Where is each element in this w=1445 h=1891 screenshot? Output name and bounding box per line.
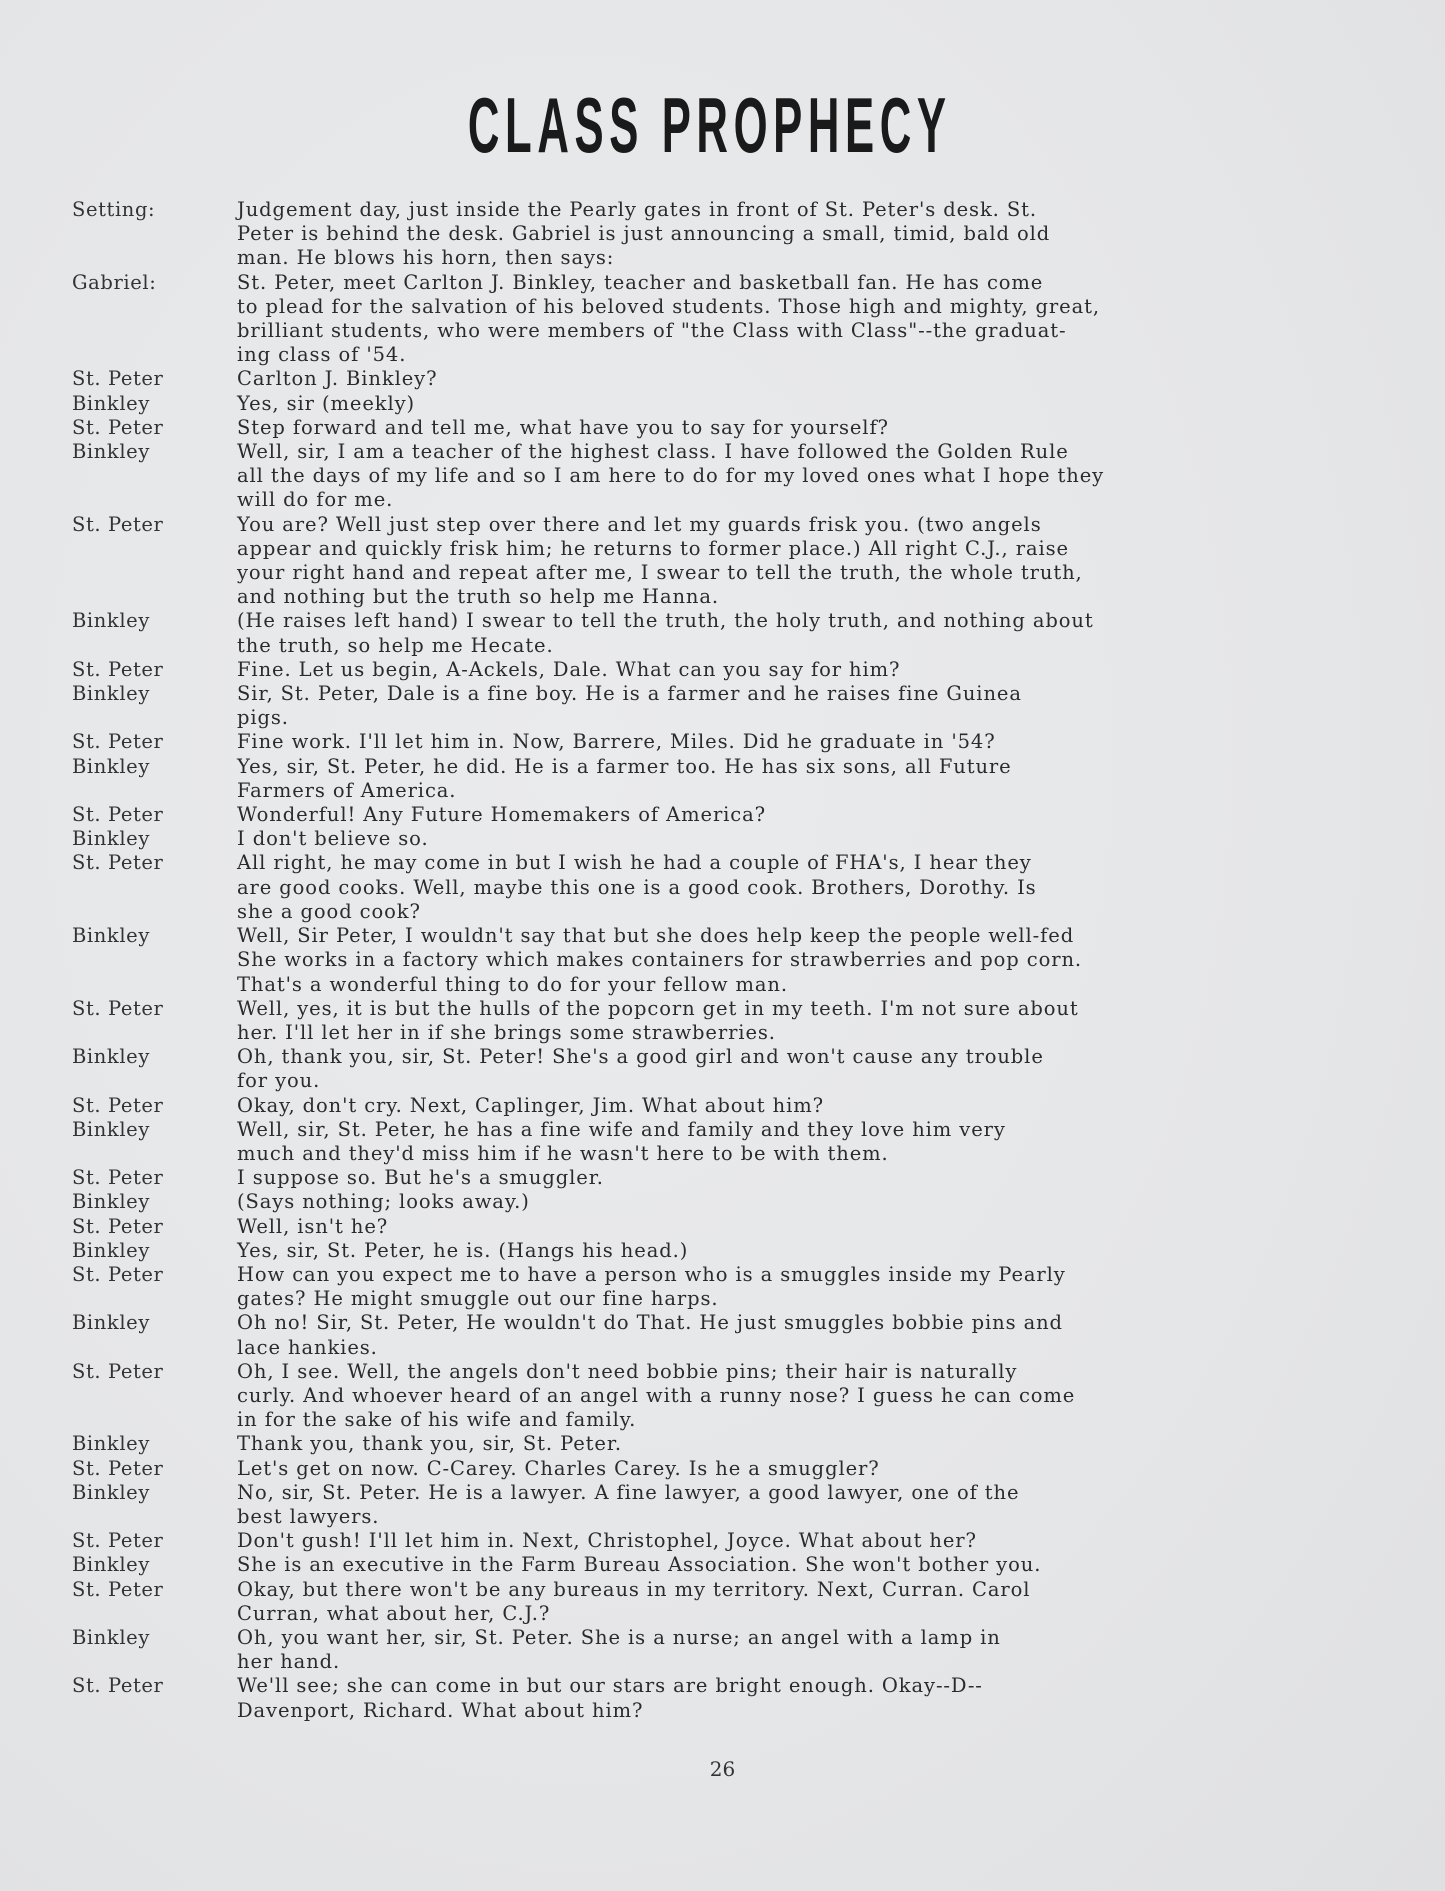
- dialogue-text: [237, 416, 1372, 440]
- dialogue-text: [237, 198, 1372, 271]
- dialogue-entry: [72, 1457, 1372, 1481]
- dialogue-text: [237, 1626, 1372, 1674]
- dialogue-line: Well, yes, it is but the hulls of the popcorn get in my teeth. I'm not sure about: [237, 996, 1079, 1020]
- dialogue-text: [237, 440, 1372, 513]
- dialogue-line: much and they'd miss him if he wasn't here to be with them.: [237, 1141, 889, 1165]
- dialogue-entry: [72, 1239, 1372, 1263]
- dialogue-entry: [72, 803, 1372, 827]
- dialogue-text: [237, 1045, 1372, 1093]
- speaker-label: St. Peter: [72, 657, 164, 681]
- speaker-label: St. Peter: [72, 1166, 164, 1190]
- dialogue-entry: [72, 1094, 1372, 1118]
- page-title: CLASS PROPHECY: [467, 81, 952, 169]
- dialogue-line: (Says nothing; looks away.): [237, 1190, 530, 1214]
- speaker-label: Binkley: [72, 1190, 150, 1214]
- speaker-label: St. Peter: [72, 1093, 164, 1117]
- dialogue-line: (He raises left hand) I swear to tell the truth, the holy truth, and nothing about: [237, 609, 1094, 633]
- dialogue-line: Okay, don't cry. Next, Caplinger, Jim. What about him?: [237, 1093, 824, 1117]
- dialogue-entry: [72, 827, 1372, 851]
- dialogue-text: [237, 1215, 1372, 1239]
- dialogue-line: gates? He might smuggle out our fine harps.: [237, 1287, 719, 1311]
- dialogue-line: pigs.: [237, 706, 289, 730]
- dialogue-line: Oh no! Sir, St. Peter, He wouldn't do That. He just smuggles bobbie pins and: [237, 1311, 1063, 1335]
- dialogue-entry: [72, 609, 1372, 657]
- dialogue-text: [237, 755, 1372, 803]
- dialogue-text: [237, 1432, 1372, 1456]
- dialogue-line: are good cooks. Well, maybe this one is a good cook. Brothers, Dorothy. Is: [237, 875, 1037, 899]
- speaker-label: St. Peter: [72, 803, 164, 827]
- dialogue-line: in for the sake of his wife and family.: [237, 1408, 637, 1432]
- dialogue-entry: [72, 658, 1372, 682]
- dialogue-text: [237, 392, 1372, 416]
- dialogue-line: Well, sir, St. Peter, he has a fine wife and family and they love him very: [237, 1117, 1006, 1141]
- dialogue-text: [237, 1481, 1372, 1529]
- speaker-label: St. Peter: [72, 512, 164, 536]
- dialogue-line: brilliant students, who were members of "the Class with Class"--the graduat-: [237, 319, 1067, 343]
- dialogue-text: [237, 1166, 1372, 1190]
- dialogue-text: [237, 682, 1372, 730]
- dialogue-text: [237, 658, 1372, 682]
- speaker-label: St. Peter: [72, 730, 164, 754]
- speaker-label: St. Peter: [72, 1262, 164, 1286]
- speaker-label: Binkley: [72, 1238, 150, 1262]
- dialogue-text: [237, 1674, 1372, 1722]
- speaker-label: St. Peter: [72, 1359, 164, 1383]
- dialogue-line: man. He blows his horn, then says:: [237, 246, 615, 270]
- dialogue-entry: [72, 1674, 1372, 1722]
- dialogue-entry: [72, 1481, 1372, 1529]
- speaker-label: Binkley: [72, 391, 150, 415]
- dialogue-entry: [72, 513, 1372, 610]
- dialogue-text: [237, 367, 1372, 391]
- dialogue-text: [237, 1118, 1372, 1166]
- dialogue-text: [237, 997, 1372, 1045]
- dialogue-line: Carlton J. Binkley?: [237, 367, 438, 391]
- dialogue-line: You are? Well just step over there and let my guards frisk you. (two angels: [237, 512, 1042, 536]
- dialogue-entry: [72, 730, 1372, 754]
- dialogue-entry: [72, 416, 1372, 440]
- dialogue-entry: [72, 1553, 1372, 1577]
- speaker-label: St. Peter: [72, 1674, 164, 1698]
- dialogue-line: Yes, sir (meekly): [237, 391, 416, 415]
- dialogue-entry: [72, 1190, 1372, 1214]
- dialogue-line: Yes, sir, St. Peter, he is. (Hangs his head.): [237, 1238, 689, 1262]
- dialogue-line: Curran, what about her, C.J.?: [237, 1601, 551, 1625]
- dialogue-text: [237, 1553, 1372, 1577]
- dialogue-entry: [72, 682, 1372, 730]
- dialogue-line: Well, isn't he?: [237, 1214, 389, 1238]
- speaker-label: Binkley: [72, 1432, 150, 1456]
- dialogue-entry: [72, 1118, 1372, 1166]
- dialogue-entry: [72, 851, 1372, 924]
- dialogue-entry: [72, 1263, 1372, 1311]
- dialogue-entry: [72, 1432, 1372, 1456]
- dialogue-text: [237, 271, 1372, 368]
- dialogue-entry: [72, 1166, 1372, 1190]
- dialogue-entry: [72, 367, 1372, 391]
- dialogue-text: [237, 1457, 1372, 1481]
- dialogue-entry: [72, 392, 1372, 416]
- dialogue-text: [237, 827, 1372, 851]
- dialogue-line: Okay, but there won't be any bureaus in my territory. Next, Curran. Carol: [237, 1577, 1031, 1601]
- dialogue-entry: [72, 1045, 1372, 1093]
- speaker-label: Binkley: [72, 682, 150, 706]
- dialogue-line: Farmers of America.: [237, 778, 457, 802]
- dialogue-entry: [72, 1578, 1372, 1626]
- dialogue-entry: [72, 1215, 1372, 1239]
- dialogue-line: to plead for the salvation of his beloved students. Those high and mighty, great,: [237, 294, 1100, 318]
- speaker-label: St. Peter: [72, 1529, 164, 1553]
- dialogue-entry: [72, 1529, 1372, 1553]
- dialogue-line: Fine work. I'll let him in. Now, Barrere, Miles. Did he graduate in '54?: [237, 730, 996, 754]
- speaker-label: St. Peter: [72, 415, 164, 439]
- dialogue-line: She works in a factory which makes containers for strawberries and pop corn.: [237, 948, 1083, 972]
- dialogue-line: lace hankies.: [237, 1335, 378, 1359]
- dialogue-line: She is an executive in the Farm Bureau Association. She won't bother you.: [237, 1553, 1042, 1577]
- dialogue-text: [237, 609, 1372, 657]
- dialogue-text: [237, 1311, 1372, 1359]
- dialogue-script: [72, 198, 1372, 1723]
- dialogue-line: That's a wonderful thing to do for your fellow man.: [237, 972, 788, 996]
- dialogue-line: Oh, I see. Well, the angels don't need bobbie pins; their hair is naturally: [237, 1359, 1018, 1383]
- dialogue-line: and nothing but the truth so help me Hanna.: [237, 585, 720, 609]
- dialogue-entry: [72, 1360, 1372, 1433]
- dialogue-line: her hand.: [237, 1650, 341, 1674]
- dialogue-line: No, sir, St. Peter. He is a lawyer. A fine lawyer, a good lawyer, one of the: [237, 1480, 1020, 1504]
- dialogue-entry: [72, 997, 1372, 1045]
- speaker-label: Binkley: [72, 827, 150, 851]
- speaker-label: St. Peter: [72, 1214, 164, 1238]
- dialogue-text: [237, 851, 1372, 924]
- speaker-label: Binkley: [72, 1311, 150, 1335]
- speaker-label: Binkley: [72, 1625, 150, 1649]
- dialogue-line: I don't believe so.: [237, 827, 429, 851]
- dialogue-entry: [72, 271, 1372, 368]
- page-number: 26: [709, 1757, 736, 1781]
- dialogue-line: Step forward and tell me, what have you to say for yourself?: [237, 415, 889, 439]
- dialogue-line: I suppose so. But he's a smuggler.: [237, 1166, 604, 1190]
- dialogue-line: How can you expect me to have a person who is a smuggles inside my Pearly: [237, 1262, 1066, 1286]
- speaker-label: St. Peter: [72, 851, 164, 875]
- dialogue-line: Yes, sir, St. Peter, he did. He is a farmer too. He has six sons, all Future: [237, 754, 1012, 778]
- dialogue-line: Oh, you want her, sir, St. Peter. She is a nurse; an angel with a lamp in: [237, 1625, 1001, 1649]
- speaker-label: Binkley: [72, 440, 150, 464]
- speaker-label: Binkley: [72, 1045, 150, 1069]
- dialogue-text: [237, 1190, 1372, 1214]
- dialogue-text: [237, 1239, 1372, 1263]
- speaker-label: Binkley: [72, 1117, 150, 1141]
- dialogue-text: [237, 1263, 1372, 1311]
- dialogue-line: Thank you, thank you, sir, St. Peter.: [237, 1432, 623, 1456]
- speaker-label: Binkley: [72, 1553, 150, 1577]
- dialogue-line: ing class of '54.: [237, 343, 407, 367]
- dialogue-line: Davenport, Richard. What about him?: [237, 1698, 644, 1722]
- dialogue-text: [237, 1360, 1372, 1433]
- dialogue-line: for you.: [237, 1069, 321, 1093]
- dialogue-line: her. I'll let her in if she brings some strawberries.: [237, 1020, 776, 1044]
- dialogue-entry: [72, 924, 1372, 997]
- dialogue-text: [237, 1529, 1372, 1553]
- dialogue-line: curly. And whoever heard of an angel with a runny nose? I guess he can come: [237, 1383, 1076, 1407]
- dialogue-line: your right hand and repeat after me, I swear to tell the truth, the whole truth,: [237, 561, 1083, 585]
- dialogue-entry: [72, 755, 1372, 803]
- dialogue-entry: [72, 1311, 1372, 1359]
- speaker-label: St. Peter: [72, 996, 164, 1020]
- speaker-label: Gabriel:: [72, 270, 157, 294]
- dialogue-line: Fine. Let us begin, A-Ackels, Dale. What can you say for him?: [237, 657, 901, 681]
- dialogue-entry: [72, 440, 1372, 513]
- speaker-label: St. Peter: [72, 1577, 164, 1601]
- dialogue-line: Oh, thank you, sir, St. Peter! She's a good girl and won't cause any trouble: [237, 1045, 1044, 1069]
- speaker-label: Setting:: [72, 198, 156, 221]
- speaker-label: Binkley: [72, 1480, 150, 1504]
- dialogue-line: the truth, so help me Hecate.: [237, 633, 554, 657]
- dialogue-line: best lawyers.: [237, 1504, 380, 1528]
- dialogue-text: [237, 1578, 1372, 1626]
- dialogue-line: Well, sir, I am a teacher of the highest class. I have followed the Golden Rule: [237, 440, 1069, 464]
- dialogue-line: she a good cook?: [237, 899, 421, 923]
- dialogue-line: Don't gush! I'll let him in. Next, Christophel, Joyce. What about her?: [237, 1529, 977, 1553]
- dialogue-line: We'll see; she can come in but our stars are bright enough. Okay--D--: [237, 1674, 983, 1698]
- dialogue-line: All right, he may come in but I wish he had a couple of FHA's, I hear they: [237, 851, 1032, 875]
- speaker-label: Binkley: [72, 754, 150, 778]
- dialogue-line: Judgement day, just inside the Pearly gates in front of St. Peter's desk. St.: [237, 198, 1037, 221]
- speaker-label: St. Peter: [72, 367, 164, 391]
- dialogue-entry: [72, 198, 1372, 271]
- dialogue-text: [237, 803, 1372, 827]
- dialogue-line: will do for me.: [237, 488, 394, 512]
- dialogue-line: Sir, St. Peter, Dale is a fine boy. He is a farmer and he raises fine Guinea: [237, 682, 1022, 706]
- dialogue-text: [237, 513, 1372, 610]
- dialogue-text: [237, 924, 1372, 997]
- speaker-label: St. Peter: [72, 1456, 164, 1480]
- dialogue-entry: [72, 1626, 1372, 1674]
- dialogue-line: all the days of my life and so I am here to do for my loved ones what I hope they: [237, 464, 1105, 488]
- dialogue-line: Well, Sir Peter, I wouldn't say that but she does help keep the people well-fed: [237, 924, 1075, 948]
- dialogue-text: [237, 730, 1372, 754]
- dialogue-line: Peter is behind the desk. Gabriel is just announcing a small, timid, bald old: [237, 222, 1051, 246]
- dialogue-line: appear and quickly frisk him; he returns to former place.) All right C.J., raise: [237, 536, 1069, 560]
- dialogue-line: St. Peter, meet Carlton J. Binkley, teacher and basketball fan. He has come: [237, 270, 1044, 294]
- dialogue-line: Let's get on now. C-Carey. Charles Carey. Is he a smuggler?: [237, 1456, 880, 1480]
- speaker-label: Binkley: [72, 609, 150, 633]
- speaker-label: Binkley: [72, 924, 150, 948]
- dialogue-line: Wonderful! Any Future Homemakers of America?: [237, 803, 767, 827]
- dialogue-text: [237, 1094, 1372, 1118]
